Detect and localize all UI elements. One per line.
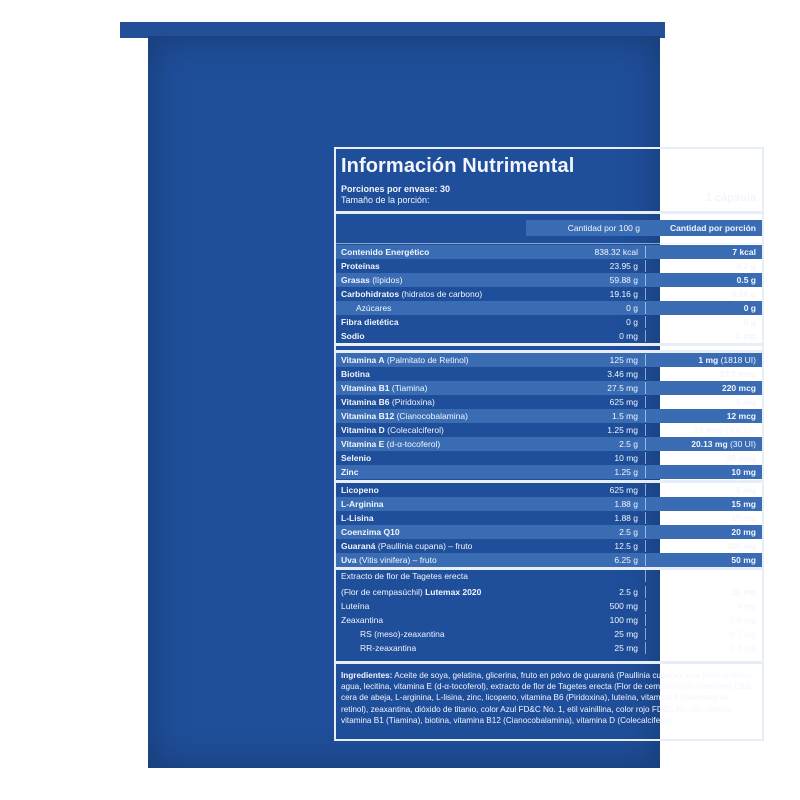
column-divider (645, 424, 646, 436)
nutrient-row (336, 367, 762, 381)
value-per-serving-ui: (30 UI) (727, 439, 756, 449)
nutrient-name (341, 451, 371, 465)
nutrient-name (341, 315, 399, 329)
nutrient-row (336, 585, 762, 599)
nutrient-name (341, 423, 444, 437)
nutrient-name (341, 525, 400, 539)
value-per-serving (730, 641, 756, 655)
value-per-serving (731, 525, 756, 539)
nutrient-name (341, 381, 427, 395)
column-divider (645, 540, 646, 552)
nutrient-name-detail: (lípidos) (369, 275, 403, 285)
nutrient-name-detail: (Colecalciferol) (384, 425, 444, 435)
value-per-serving (730, 627, 756, 641)
value-per-serving-main: 20.13 mg (691, 439, 728, 449)
table-separator (336, 661, 762, 664)
nutrient-row (336, 525, 762, 539)
column-divider (645, 316, 646, 328)
value-per-serving-main: 1 mg (698, 355, 719, 365)
value-per-serving (698, 353, 756, 367)
nutrient-name-bold: Coenzima Q10 (341, 527, 400, 537)
nutrient-name (341, 465, 358, 479)
value-per-serving-main: 15 mg (731, 499, 756, 509)
column-divider (645, 260, 646, 272)
column-divider (645, 554, 646, 566)
value-per-serving (731, 553, 756, 567)
value-per-serving-main: 7 kcal (732, 247, 756, 257)
value-per-serving (722, 381, 756, 395)
column-divider (645, 452, 646, 464)
nutrient-name (341, 497, 384, 511)
value-per-serving (730, 613, 756, 627)
value-per-serving-main: 0.2 g (736, 261, 756, 271)
value-per-100g: 1.25 mg (607, 425, 638, 435)
value-per-serving-main: 15 mg (731, 513, 756, 523)
value-per-100g: 625 mg (609, 397, 638, 407)
value-per-serving-main: 0.5 g (736, 275, 756, 285)
value-per-serving-main: 10 mg (731, 467, 756, 477)
value-per-serving (736, 329, 756, 343)
nutrient-name (341, 539, 472, 553)
servings-per-container: Porciones por envase: 30 (341, 184, 451, 194)
value-per-100g: 2.5 g (619, 439, 638, 449)
ingredients-label: Ingredientes: (341, 671, 393, 680)
value-per-serving (727, 409, 756, 423)
value-per-100g: 100 mg (609, 615, 638, 625)
nutrient-name-bold: Uva (341, 555, 357, 565)
nutrient-name (341, 367, 370, 381)
column-divider (645, 246, 646, 258)
column-per-serving: Cantidad por porción (670, 223, 756, 233)
nutrient-row (336, 539, 762, 553)
value-per-serving-main: 20 mg (731, 587, 756, 597)
value-per-100g: 1.88 g (614, 499, 638, 509)
value-per-serving (744, 315, 756, 329)
value-per-100g: 10 mg (614, 453, 638, 463)
value-per-serving (731, 585, 756, 599)
nutrient-row (336, 409, 762, 423)
nutrient-row (336, 301, 762, 315)
nutrient-row (336, 641, 762, 655)
nutrient-row (336, 613, 762, 627)
column-headers (336, 220, 762, 236)
value-per-serving (720, 367, 756, 381)
nutrient-row (336, 465, 762, 479)
nutrient-name (341, 511, 374, 525)
value-per-100g: 0 g (626, 317, 638, 327)
value-per-100g: 1.25 g (614, 467, 638, 477)
value-per-serving-main: 0.8 mg (730, 615, 756, 625)
value-per-serving-main: 50 mg (731, 555, 756, 565)
nutrient-row (336, 353, 762, 367)
value-per-serving-ui: (400 UI) (722, 425, 756, 435)
nutrient-name-detail: RS (meso)-zeaxantina (360, 629, 445, 639)
value-per-100g: 2.5 g (619, 527, 638, 537)
nutrient-name-bold: Licopeno (341, 485, 379, 495)
column-divider (645, 614, 646, 626)
nutrient-row (336, 395, 762, 409)
value-per-serving-main: 100 mg (726, 541, 756, 551)
value-per-serving-main: 0 g (743, 303, 756, 313)
nutrient-name-detail: Luteína (341, 601, 370, 611)
value-per-serving-main: 12 mcg (726, 411, 756, 421)
nutrient-name (341, 395, 435, 409)
nutrient-name-bold: Fibra dietética (341, 317, 399, 327)
nutrient-name (341, 273, 402, 287)
nutrient-name (341, 329, 365, 343)
divider (336, 211, 762, 214)
column-divider (645, 302, 646, 314)
nutrient-row (336, 245, 762, 259)
column-divider (645, 586, 646, 598)
panel-title: Información Nutrimental (341, 155, 575, 177)
value-per-serving-ui: (1818 UI) (718, 355, 756, 365)
nutrient-name (341, 569, 468, 583)
value-per-serving (737, 273, 756, 287)
nutrient-row (336, 553, 762, 567)
table-separator (336, 243, 762, 244)
column-divider (645, 628, 646, 640)
nutrient-name-bold: Vitamina B6 (341, 397, 390, 407)
column-divider (645, 498, 646, 510)
nutrient-name (341, 599, 369, 613)
nutrient-name-bold: Proteínas (341, 261, 380, 271)
nutrient-name-detail: Azúcares (356, 303, 392, 313)
value-per-100g: 6.25 g (614, 555, 638, 565)
nutrient-row (336, 329, 762, 343)
nutrient-name-bold: Vitamina B12 (341, 411, 395, 421)
column-divider (645, 642, 646, 654)
column-divider (645, 438, 646, 450)
value-per-serving-main: 4 mg (737, 601, 756, 611)
nutrient-row (336, 627, 762, 641)
column-divider (645, 354, 646, 366)
value-per-serving-main: 20 mg (731, 527, 756, 537)
nutrient-row (336, 483, 762, 497)
nutrient-name-bold: Contenido Energético (341, 247, 430, 257)
column-divider (645, 368, 646, 380)
nutrient-row (336, 599, 762, 613)
nutrient-name-detail: Zeaxantina (341, 615, 384, 625)
value-per-serving-main: 5 mg (736, 397, 756, 407)
nutrient-brand: Lutemax 2020 (425, 587, 482, 597)
value-per-serving (727, 451, 756, 465)
nutrient-name-bold: Carbohidratos (341, 289, 400, 299)
nutrient-name-bold: L-Arginina (341, 499, 384, 509)
column-divider (645, 396, 646, 408)
serving-size-value: 1 cápsula (705, 192, 756, 204)
nutrient-name-bold: L-Lisina (341, 513, 374, 523)
nutrient-name-detail: (Flor de cempasúchil) (341, 587, 426, 597)
value-per-100g: 19.16 g (609, 289, 638, 299)
column-per-100g: Cantidad por 100 g (567, 223, 640, 233)
column-divider (645, 410, 646, 422)
column-divider (645, 600, 646, 612)
column-divider (645, 526, 646, 538)
nutrition-panel (334, 147, 764, 741)
value-per-serving-main: 0.2 mg (730, 629, 756, 639)
nutrient-row (336, 259, 762, 273)
nutrient-name-detail: Extracto de flor de Tagetes erecta (341, 571, 468, 581)
ingredients-text (341, 670, 756, 726)
nutrient-name-detail: (Paullinia cupana) – fruto (375, 541, 473, 551)
value-per-100g: 25 mg (614, 629, 638, 639)
value-per-100g: 1.88 g (614, 513, 638, 523)
value-per-100g: 1.5 mg (612, 411, 638, 421)
nutrient-name-bold: Vitamina A (341, 355, 385, 365)
value-per-serving (737, 599, 756, 613)
value-per-serving-main: 0 mg (736, 331, 756, 341)
nutrient-name (341, 613, 383, 627)
nutrient-row (336, 287, 762, 301)
nutrient-name-detail: RR-zeaxantina (360, 643, 417, 653)
value-per-serving-main: 0 g (743, 317, 756, 327)
value-per-100g: 0 g (626, 303, 638, 313)
nutrient-name-detail: (Piridoxina) (389, 397, 435, 407)
value-per-100g: 59.88 g (609, 275, 638, 285)
nutrient-name-detail: (Palmitato de Retinol) (384, 355, 469, 365)
value-per-100g: 12.5 g (614, 541, 638, 551)
value-per-serving (736, 483, 756, 497)
nutrient-row (336, 273, 762, 287)
value-per-serving (731, 465, 756, 479)
nutrient-name-bold: Guaraná (341, 541, 376, 551)
nutrient-name-bold: Zinc (341, 467, 359, 477)
value-per-serving-main: 5 mg (736, 485, 756, 495)
serving-size-label: Tamaño de la porción: (341, 195, 430, 205)
nutrient-name (341, 437, 440, 451)
value-per-100g: 25 mg (614, 643, 638, 653)
value-per-serving-main: 80 mcg (726, 453, 756, 463)
value-per-serving (731, 511, 756, 525)
value-per-100g: 125 mg (609, 355, 638, 365)
nutrient-name-bold: Vitamina B1 (341, 383, 390, 393)
value-per-serving-main: 220 mcg (721, 383, 756, 393)
ingredients-list: Aceite de soya, gelatina, glicerina, fruto en polvo de guaraná (Paullinia cupana), uva (Vitis vinifera), agua, lecitina, vitamina E (d-α-tocoferol), extracto de flor de Tagetes erecta (Flor de cempasúchil), coenzima Q10, cera de abeja, L-arginina, L-lisina, zinc, licopeno, vitamina B6 (Piridoxina), luteína, vitamina A (Palmitato de retinol), zeaxantina, dióxido de titanio, color Azul FD&C No. 1, etil vainillina, color rojo FD&C No. 40, selenio, vitamina B1 (Tiamina), biotina, vitamina B12 (Cianocobalamina), vitamina D (Colecalciferol). (341, 671, 754, 725)
value-per-serving (737, 259, 756, 273)
column-divider (645, 512, 646, 524)
value-per-100g: 23.95 g (609, 261, 638, 271)
value-per-100g: 838.32 kcal (594, 247, 638, 257)
value-per-serving-main: 0.2 mg (730, 643, 756, 653)
value-per-100g: 3.46 mg (607, 369, 638, 379)
nutrient-row (336, 569, 762, 583)
value-per-serving (732, 287, 756, 301)
value-per-100g: 0 mg (619, 331, 638, 341)
product-box (148, 36, 756, 768)
value-per-serving (732, 245, 756, 259)
value-per-serving-main: 0.16 g (731, 289, 756, 299)
column-divider (645, 484, 646, 496)
nutrient-name (341, 245, 429, 259)
nutrient-name (341, 409, 468, 423)
nutrient-name (341, 287, 482, 301)
nutrient-name-detail: (Vitis vinifera) – fruto (356, 555, 437, 565)
table-separator (336, 350, 762, 353)
nutrient-name-bold: Vitamina D (341, 425, 385, 435)
nutrient-name (341, 553, 437, 567)
nutrient-name-bold: Grasas (341, 275, 370, 285)
value-per-100g: 500 mg (609, 601, 638, 611)
nutrient-row (336, 423, 762, 437)
nutrient-name (341, 483, 379, 497)
nutrient-name-detail: (d-α-tocoferol) (384, 439, 441, 449)
column-divider (645, 330, 646, 342)
nutrient-name-bold: Biotina (341, 369, 370, 379)
value-per-serving (694, 423, 756, 437)
value-per-serving (744, 301, 756, 315)
nutrient-row (336, 497, 762, 511)
nutrient-name (356, 301, 391, 315)
nutrient-row (336, 315, 762, 329)
value-per-serving-main: 10 mcg (693, 425, 723, 435)
value-per-serving (731, 497, 756, 511)
nutrient-name-bold: Selenio (341, 453, 372, 463)
column-divider (645, 382, 646, 394)
nutrient-name (341, 353, 469, 367)
nutrient-row (336, 381, 762, 395)
nutrient-name (341, 259, 380, 273)
value-per-100g: 625 mg (609, 485, 638, 495)
column-divider (645, 288, 646, 300)
nutrient-name-detail: (Tiamina) (389, 383, 428, 393)
column-divider (645, 274, 646, 286)
column-divider (645, 570, 646, 582)
value-per-serving-main: 27.7 mcg (719, 369, 756, 379)
nutrient-row (336, 511, 762, 525)
value-per-serving (691, 437, 756, 451)
table-separator (336, 567, 762, 570)
nutrient-name-detail: (Cianocobalamina) (394, 411, 468, 421)
table-separator (336, 480, 762, 483)
nutrient-name-bold: Sodio (341, 331, 365, 341)
column-divider (645, 466, 646, 478)
nutrient-name (341, 585, 481, 599)
nutrient-row (336, 451, 762, 465)
value-per-100g: 27.5 mg (607, 383, 638, 393)
table-separator (336, 343, 762, 346)
value-per-serving (727, 539, 756, 553)
nutrient-name (360, 627, 445, 641)
value-per-serving (736, 395, 756, 409)
nutrient-name-detail: (hidratos de carbono) (399, 289, 483, 299)
value-per-100g: 2.5 g (619, 587, 638, 597)
nutrient-name (360, 641, 416, 655)
nutrient-name-bold: Vitamina E (341, 439, 385, 449)
nutrient-row (336, 437, 762, 451)
